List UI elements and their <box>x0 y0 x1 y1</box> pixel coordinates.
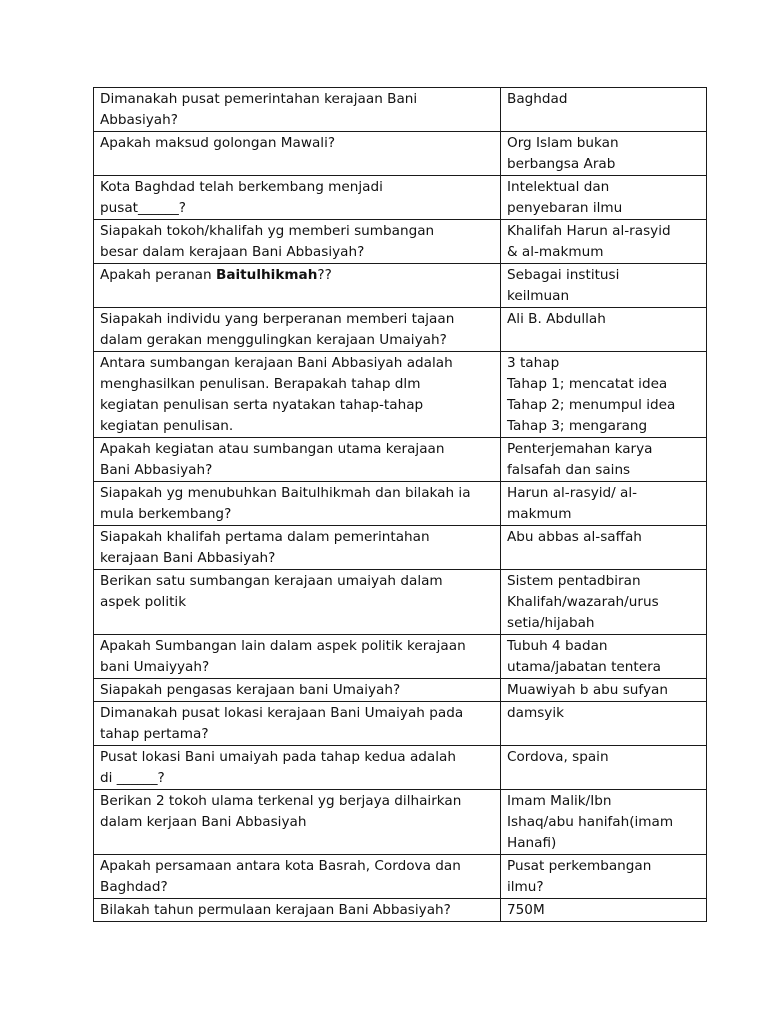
answer-cell <box>501 746 707 790</box>
question-line: Abbasiyah? <box>100 112 178 128</box>
question-cell <box>94 308 501 352</box>
answer-cell <box>501 526 707 570</box>
table-row <box>94 264 707 308</box>
question-line: bani Umaiyyah? <box>100 659 210 675</box>
question-cell <box>94 352 501 438</box>
answer-line: Intelektual dan <box>507 179 610 195</box>
question-line: dalam gerakan menggulingkan kerajaan Umaiyah? <box>100 332 447 348</box>
table-row <box>94 570 707 635</box>
answer-line: Tahap 2; menumpul idea <box>507 397 676 413</box>
question-cell <box>94 790 501 855</box>
table-row <box>94 220 707 264</box>
answer-line: Khalifah Harun al-rasyid <box>507 223 671 239</box>
question-line <box>100 265 496 286</box>
question-line: pusat______? <box>100 200 186 216</box>
table-row <box>94 790 707 855</box>
question-line: tahap pertama? <box>100 726 209 742</box>
question-line: dalam kerjaan Bani Abbasiyah <box>100 814 307 830</box>
table-row <box>94 352 707 438</box>
table-row <box>94 308 707 352</box>
answer-cell <box>501 790 707 855</box>
qa-table <box>93 87 707 922</box>
question-cell <box>94 899 501 922</box>
answer-cell <box>501 635 707 679</box>
question-line: Siapakah khalifah pertama dalam pemerintahan <box>100 529 430 545</box>
question-cell <box>94 176 501 220</box>
answer-cell <box>501 308 707 352</box>
answer-cell <box>501 570 707 635</box>
answer-line: Ishaq/abu hanifah(imam <box>507 814 674 830</box>
table-row <box>94 482 707 526</box>
answer-cell <box>501 679 707 702</box>
question-line: Pusat lokasi Bani umaiyah pada tahap kedua adalah <box>100 749 456 765</box>
answer-line: Imam Malik/Ibn <box>507 793 612 809</box>
answer-line: Sebagai institusi <box>507 267 620 283</box>
answer-cell <box>501 352 707 438</box>
answer-line: Sistem pentadbiran <box>507 573 641 589</box>
table-row <box>94 438 707 482</box>
question-line: Apakah persamaan antara kota Basrah, Cordova dan <box>100 858 461 874</box>
question-line: Berikan satu sumbangan kerajaan umaiyah dalam <box>100 573 443 589</box>
question-line: mula berkembang? <box>100 506 232 522</box>
question-line: menghasilkan penulisan. Berapakah tahap dlm <box>100 376 421 392</box>
question-cell <box>94 132 501 176</box>
answer-cell <box>501 220 707 264</box>
table-row <box>94 526 707 570</box>
question-line: Dimanakah pusat lokasi kerajaan Bani Umaiyah pada <box>100 705 464 721</box>
question-line: Kota Baghdad telah berkembang menjadi <box>100 179 383 195</box>
question-line: Siapakah pengasas kerajaan bani Umaiyah? <box>100 682 401 698</box>
question-line: kegiatan penulisan serta nyatakan tahap-tahap <box>100 397 424 413</box>
answer-cell <box>501 176 707 220</box>
answer-line: damsyik <box>507 705 564 721</box>
answer-line: 3 tahap <box>507 355 560 371</box>
answer-line: & al-makmum <box>507 244 604 260</box>
table-row <box>94 635 707 679</box>
question-line: Baghdad? <box>100 879 168 895</box>
table-row <box>94 855 707 899</box>
question-cell <box>94 635 501 679</box>
answer-cell <box>501 482 707 526</box>
answer-line: Baghdad <box>507 91 568 107</box>
question-line: aspek politik <box>100 594 187 610</box>
question-line: Bani Abbasiyah? <box>100 462 213 478</box>
answer-line: 750M <box>507 902 545 918</box>
question-bold-term: Baitulhikmah <box>215 267 318 283</box>
table-row <box>94 132 707 176</box>
question-line: Siapakah yg menubuhkan Baitulhikmah dan bilakah ia <box>100 485 471 501</box>
answer-cell <box>501 899 707 922</box>
question-suffix: ?? <box>317 267 332 283</box>
answer-line: Cordova, spain <box>507 749 609 765</box>
answer-line: Khalifah/wazarah/urus <box>507 594 659 610</box>
answer-cell <box>501 88 707 132</box>
question-line: besar dalam kerajaan Bani Abbasiyah? <box>100 244 365 260</box>
table-row <box>94 702 707 746</box>
question-line: Apakah kegiatan atau sumbangan utama kerajaan <box>100 441 445 457</box>
answer-line: Tahap 3; mengarang <box>507 418 648 434</box>
question-cell <box>94 438 501 482</box>
answer-line: Pusat perkembangan <box>507 858 652 874</box>
answer-line: falsafah dan sains <box>507 462 631 478</box>
answer-line: ilmu? <box>507 879 544 895</box>
question-line: Apakah Sumbangan lain dalam aspek politik kerajaan <box>100 638 466 654</box>
answer-line: Org Islam bukan <box>507 135 619 151</box>
question-line: kegiatan penulisan. <box>100 418 234 434</box>
answer-line: Muawiyah b abu sufyan <box>507 682 668 698</box>
question-line: di ______? <box>100 770 165 786</box>
answer-cell <box>501 264 707 308</box>
answer-line: Abu abbas al-saffah <box>507 529 642 545</box>
table-row <box>94 679 707 702</box>
question-cell <box>94 88 501 132</box>
question-line: Siapakah individu yang berperanan memberi tajaan <box>100 311 455 327</box>
table-row <box>94 176 707 220</box>
answer-line: Tubuh 4 badan <box>507 638 608 654</box>
answer-cell <box>501 132 707 176</box>
question-line: Bilakah tahun permulaan kerajaan Bani Abbasiyah? <box>100 902 451 918</box>
answer-cell <box>501 702 707 746</box>
answer-line: Penterjemahan karya <box>507 441 653 457</box>
answer-line: Hanafi) <box>507 835 557 851</box>
answer-line: Harun al-rasyid/ al- <box>507 485 638 501</box>
answer-line: keilmuan <box>507 288 570 304</box>
question-line: Antara sumbangan kerajaan Bani Abbasiyah adalah <box>100 355 453 371</box>
answer-line: berbangsa Arab <box>507 156 616 172</box>
table-row <box>94 88 707 132</box>
question-cell <box>94 482 501 526</box>
question-cell <box>94 746 501 790</box>
answer-line: makmum <box>507 506 572 522</box>
answer-cell <box>501 855 707 899</box>
question-cell <box>94 570 501 635</box>
question-line: Dimanakah pusat pemerintahan kerajaan Bani <box>100 91 418 107</box>
question-cell <box>94 855 501 899</box>
answer-line: setia/hijabah <box>507 615 595 631</box>
question-cell <box>94 264 501 308</box>
table-row <box>94 746 707 790</box>
question-line: kerajaan Bani Abbasiyah? <box>100 550 276 566</box>
question-cell <box>94 526 501 570</box>
answer-line: utama/jabatan tentera <box>507 659 662 675</box>
answer-line: Ali B. Abdullah <box>507 311 606 327</box>
answer-cell <box>501 438 707 482</box>
qa-table-body <box>94 88 707 922</box>
answer-line: Tahap 1; mencatat idea <box>507 376 668 392</box>
question-line: Berikan 2 tokoh ulama terkenal yg berjaya dilhairkan <box>100 793 462 809</box>
table-row <box>94 899 707 922</box>
question-line: Apakah maksud golongan Mawali? <box>100 135 336 151</box>
question-cell <box>94 702 501 746</box>
question-cell <box>94 220 501 264</box>
answer-line: penyebaran ilmu <box>507 200 623 216</box>
question-line: Siapakah tokoh/khalifah yg memberi sumbangan <box>100 223 435 239</box>
question-cell <box>94 679 501 702</box>
question-prefix: Apakah peranan <box>100 267 216 283</box>
